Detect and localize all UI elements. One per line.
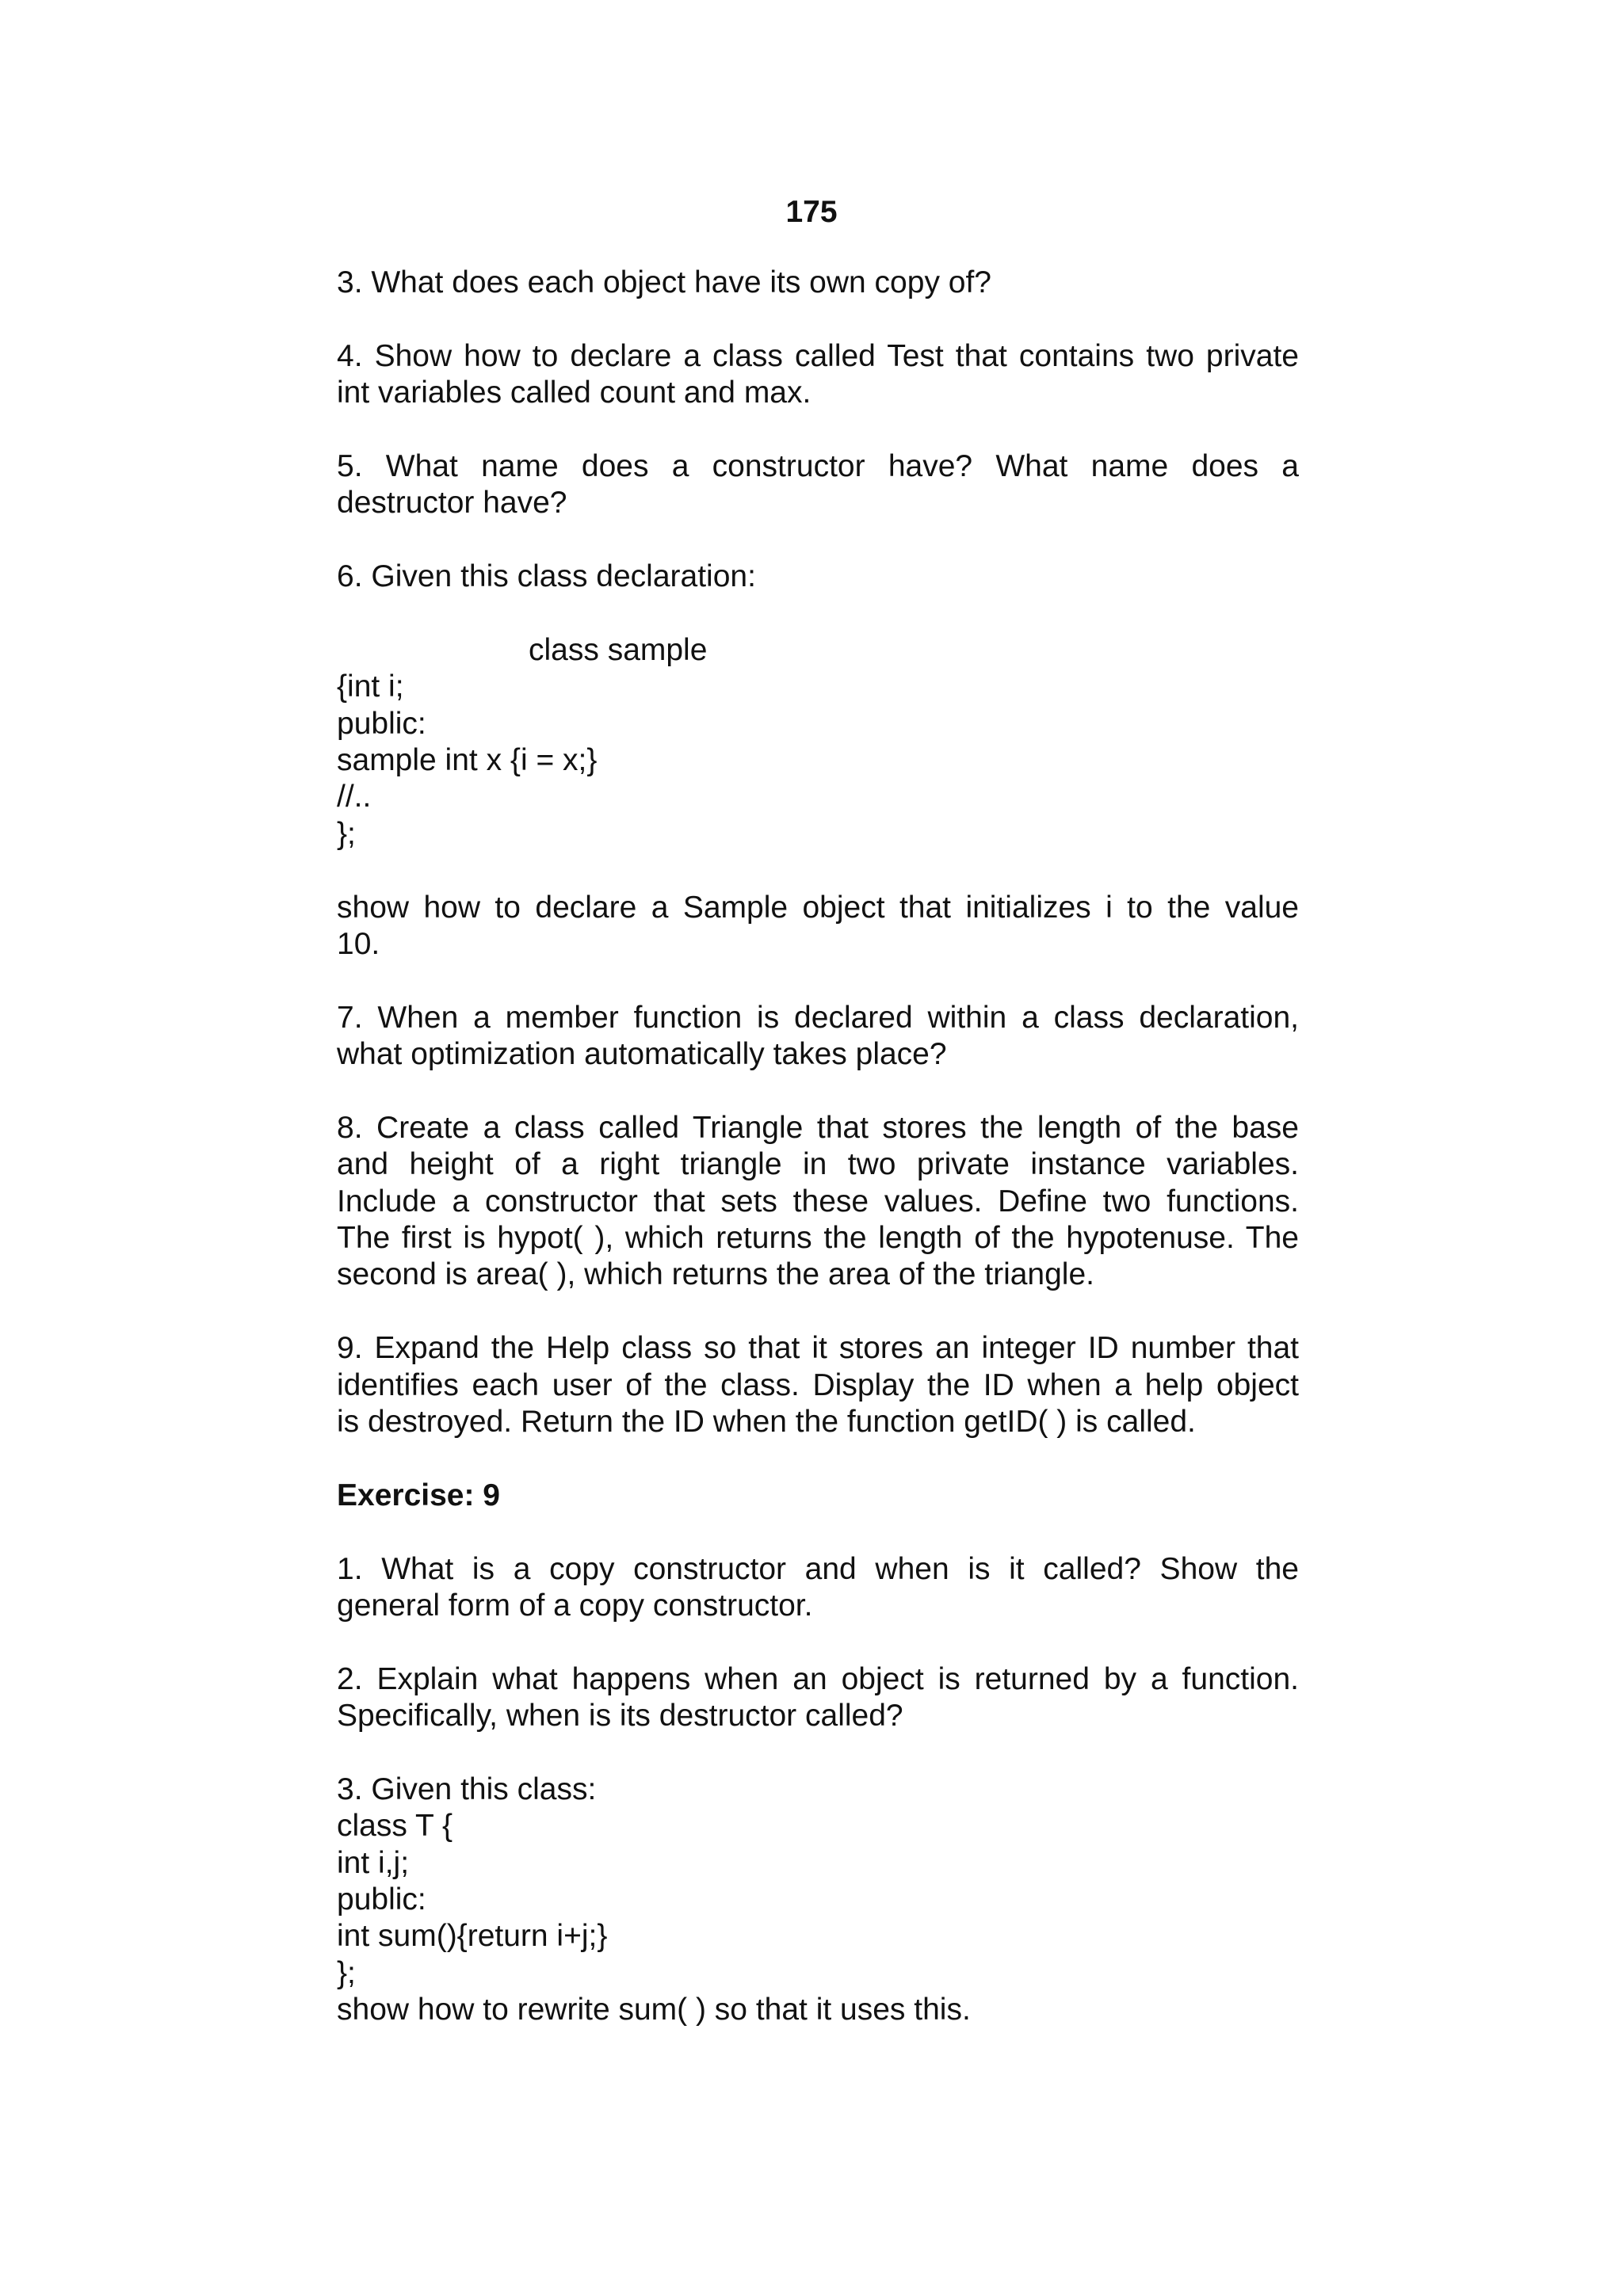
question-5-line-2: destructor have? (337, 486, 567, 520)
question-6-intro: 6. Given this class declaration: (337, 559, 756, 593)
question-9-line: identifies each user of the class. Display the ID when a help object (337, 1368, 1299, 1402)
question-7-line-2: what optimization automatically takes place? (337, 1037, 947, 1071)
question-6-task-line-2: 10. (337, 927, 380, 961)
code-line: class sample (529, 633, 708, 667)
question-7-line-1: 7. When a member function is declared within a class declaration, (337, 1001, 1299, 1035)
code-line: }; (337, 1956, 356, 1990)
code-line: int sum(){return i+j;} (337, 1919, 608, 1953)
question-9-line: is destroyed. Return the ID when the function getID( ) is called. (337, 1405, 1196, 1439)
exercise-question-2-line-2: Specifically, when is its destructor called? (337, 1699, 903, 1733)
question-5-line-1: 5. What name does a constructor have? What name does a (337, 449, 1299, 483)
question-3: 3. What does each object have its own copy of? (337, 265, 991, 299)
question-8-line: Include a constructor that sets these values. Define two functions. (337, 1184, 1299, 1219)
question-8-line: and height of a right triangle in two private instance variables. (337, 1147, 1299, 1181)
question-8-line: second is area( ), which returns the area of the triangle. (337, 1257, 1094, 1291)
question-9-line: 9. Expand the Help class so that it stores an integer ID number that (337, 1331, 1299, 1365)
code-line: //.. (337, 780, 372, 814)
question-4-line-2: int variables called count and max. (337, 376, 812, 410)
exercise-question-1-line-2: general form of a copy constructor. (337, 1589, 813, 1623)
exercise-question-3-task: show how to rewrite sum( ) so that it uses this. (337, 1993, 971, 2027)
code-line: {int i; (337, 669, 404, 704)
code-line: public: (337, 707, 426, 741)
code-line: }; (337, 817, 356, 851)
exercise-question-3-intro: 3. Given this class: (337, 1772, 597, 1806)
code-line: int i,j; (337, 1846, 410, 1880)
question-8-line: The first is hypot( ), which returns the length of the hypotenuse. The (337, 1221, 1299, 1255)
question-6-task-line-1: show how to declare a Sample object that initializes i to the value (337, 891, 1299, 925)
exercise-question-1-line-1: 1. What is a copy constructor and when is it called? Show the (337, 1552, 1299, 1586)
exercise-heading: Exercise: 9 (337, 1478, 500, 1512)
page-number: 175 (785, 195, 838, 229)
question-4-line-1: 4. Show how to declare a class called Test that contains two private (337, 339, 1299, 373)
code-line: sample int x {i = x;} (337, 743, 598, 777)
question-8-line: 8. Create a class called Triangle that stores the length of the base (337, 1111, 1299, 1145)
exercise-question-2-line-1: 2. Explain what happens when an object is returned by a function. (337, 1662, 1299, 1696)
code-line: class T { (337, 1809, 453, 1843)
code-line: public: (337, 1882, 426, 1917)
